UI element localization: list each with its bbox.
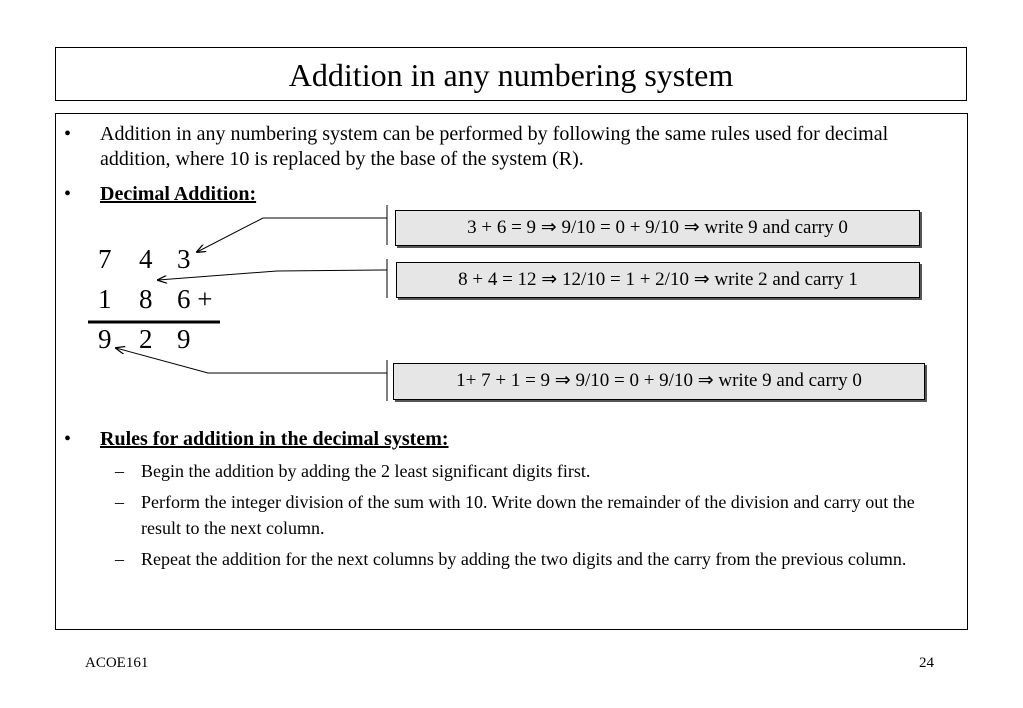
slide-title: Addition in any numbering system (55, 47, 967, 101)
digit: 8 (139, 284, 153, 314)
rule-item (115, 458, 931, 485)
dash: – (115, 492, 124, 512)
dash: – (115, 461, 124, 481)
digit: 1 (98, 284, 112, 314)
bullet-dot: • (64, 428, 72, 450)
digit: 2 (139, 324, 153, 354)
digit: 9 (98, 324, 112, 354)
bullet-heading: Rules for addition in the decimal system: (100, 428, 449, 450)
bullet-decimal-addition (64, 182, 962, 207)
rule-text: Begin the addition by adding the 2 least significant digits first. (141, 461, 591, 481)
digit: 7 (98, 244, 112, 274)
rule-item (115, 545, 931, 573)
bullet-heading: Decimal Addition: (100, 183, 257, 205)
step-box-3: 1+ 7 + 1 = 9 ⇒ 9/10 = 0 + 9/10 ⇒ write 9 and carry 0 (393, 363, 925, 400)
bullet-intro (64, 122, 962, 172)
step-box-1: 3 + 6 = 9 ⇒ 9/10 = 0 + 9/10 ⇒ write 9 and carry 0 (395, 210, 920, 246)
footer-page-number: 24 (919, 655, 934, 671)
rule-text: Perform the integer division of the sum with 10. Write down the remainder of the division and carry out the result to the next column. (141, 492, 915, 538)
bullet-dot: • (64, 123, 72, 145)
digit: 9 (177, 324, 191, 354)
dash: – (115, 549, 124, 569)
bullet-dot: • (64, 183, 72, 205)
footer-course: ACOE161 (85, 655, 149, 671)
rule-text: Repeat the addition for the next columns by adding the two digits and the carry from the previous column. (141, 549, 907, 569)
digit: 4 (139, 244, 153, 274)
bullet-text: Addition in any numbering system can be performed by following the same rules used for decimal addition, where 10 is replaced by the base of the system (R). (100, 123, 889, 170)
text-column (64, 122, 962, 573)
digit: 3 (177, 244, 191, 274)
bullet-rules (64, 427, 962, 452)
digit: 6 + (177, 284, 213, 314)
step-box-2: 8 + 4 = 12 ⇒ 12/10 = 1 + 2/10 ⇒ write 2 and carry 1 (396, 262, 920, 298)
rule-item (115, 489, 931, 541)
